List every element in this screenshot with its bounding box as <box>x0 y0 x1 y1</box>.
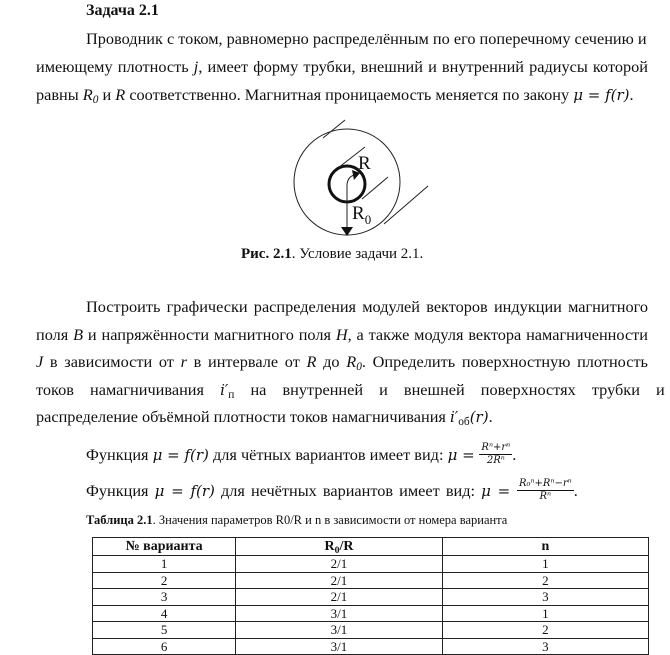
cell-variant: 6 <box>93 638 236 655</box>
table-row <box>93 589 649 606</box>
cell-n: 2 <box>442 572 648 589</box>
cell-n: 1 <box>442 605 648 622</box>
paragraph2-line2: поля B и напряжённости магнитного поля H, а также модуля вектора намагниченности <box>36 325 649 344</box>
cell-variant: 5 <box>93 622 236 639</box>
variants-table <box>92 537 649 655</box>
function-even-line: Функция μ = f(r) для чётных вариантов имеет вид: μ = $\frac{\text{Rⁿ+rⁿ}}{\text{2Rⁿ}}$ . <box>86 442 517 466</box>
cell-ratio: 3/1 <box>236 605 442 622</box>
table-row <box>93 638 649 655</box>
table-row <box>93 622 649 639</box>
paragraph2-line3: J в зависимости от r в интервале от R до $R_0$. Определить поверхностную плотность <box>36 352 648 373</box>
even-fraction: $\frac{\text{Rⁿ+rⁿ}}{\text{2Rⁿ}}$ <box>481 442 511 466</box>
paragraph2-line5: распределение объёмной плотности токов намагничивания $i'_{об}(r)$. <box>36 407 493 428</box>
figure-caption: Рис. 2.1. Условие задачи 2.1. <box>241 246 424 262</box>
table-row <box>93 572 649 589</box>
cell-variant: 4 <box>93 605 236 622</box>
paragraph2-line4: токов намагничивания $i'_п$ на внутренней и внешней поверхностях трубки и <box>36 380 665 401</box>
cell-n: 3 <box>442 589 648 606</box>
paragraph2-line1: Построить графически распределения модулей векторов индукции магнитного <box>86 297 648 316</box>
paragraph1-line3: равны $R_0$ и R соответственно. Магнитная проницаемость меняется по закону μ = f(r). <box>36 85 634 106</box>
cell-n: 1 <box>442 556 648 573</box>
paragraph1-line2: имеющему плотность j, имеет форму трубки, внешний и внутренний радиусы которой <box>36 57 648 76</box>
tangent-line-outer-bottom <box>384 186 428 224</box>
header-r0-over-r: $R_0/R$ <box>236 538 442 556</box>
cell-ratio: 3/1 <box>236 638 442 655</box>
header-n: n <box>442 538 648 556</box>
paragraph1-line1: Проводник с током, равномерно распределённым по его поперечному сечению и <box>86 29 647 48</box>
table-row <box>93 605 649 622</box>
tube-cross-section-figure <box>280 118 440 243</box>
cell-ratio: 3/1 <box>236 622 442 639</box>
table-caption: Таблица 2.1. Значения параметров R0/R и n в зависимости от номера варианта <box>86 513 508 527</box>
table-row <box>93 556 649 573</box>
header-variant-number: № варианта <box>93 538 236 556</box>
label-R0: $R_0$ <box>352 203 372 227</box>
task-title: Задача 2.1 <box>86 2 159 19</box>
cell-ratio: 2/1 <box>236 589 442 606</box>
cell-variant: 1 <box>93 556 236 573</box>
cell-n: 2 <box>442 622 648 639</box>
cell-ratio: 2/1 <box>236 556 442 573</box>
cell-n: 3 <box>442 638 648 655</box>
radius-R-line <box>347 175 354 184</box>
function-odd-line: Функция μ = f(r) для нечётных вариантов имеет вид: μ = $\frac{\text{R₀ⁿ+Rⁿ−rⁿ}}{\text{Rⁿ}}$ . <box>86 478 578 502</box>
cell-ratio: 2/1 <box>236 572 442 589</box>
cell-variant: 2 <box>93 572 236 589</box>
cell-variant: 3 <box>93 589 236 606</box>
label-R: R <box>358 153 371 174</box>
table-header-row <box>93 538 649 556</box>
odd-fraction: $\frac{\text{R₀ⁿ+Rⁿ−rⁿ}}{\text{Rⁿ}}$ <box>518 478 572 502</box>
